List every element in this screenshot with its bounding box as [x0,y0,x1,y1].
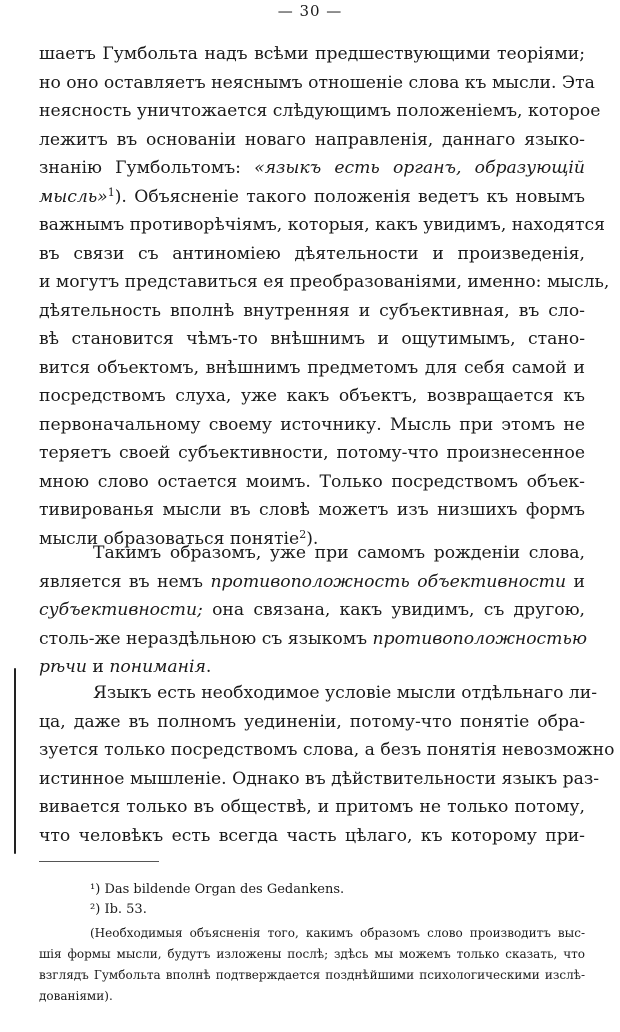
italic-text: субъективности; [39,600,203,620]
text-span: и [92,657,104,677]
text-line: Такимъ образомъ, уже при самомъ рожденіи слова, [93,543,585,563]
text-span: она связана, какъ увидимъ, съ другою, [212,600,585,620]
footnote-1 [90,880,344,900]
footnote-2-marker: ²) [90,902,101,917]
text-line: тивированья мысли въ словѣ можетъ изъ низшихъ формъ [39,500,585,520]
text-line: но оно оставляетъ неяснымъ отношеніе слова къ мысли. Эта [39,72,595,93]
text-line [39,568,585,596]
text-line-with-quote [39,154,585,182]
text-line: ца, даже въ полномъ уединеніи, потому-что понятіе обра- [39,711,585,732]
text-line-last [39,653,585,681]
page-number: — 30 — [277,2,343,20]
text-line: теряетъ своей субъективности, потому-что произнесенное [39,443,585,463]
footnote-note [39,923,585,1007]
text-span: является въ немъ [39,571,203,592]
note-line: дованіями). [39,989,113,1003]
italic-text: пониманія [109,657,206,677]
italic-text: противоположностью [372,628,587,649]
note-line: (Необходимыя объясненія того, какимъ образомъ слово производитъ выс- [90,926,585,940]
text-line [39,596,585,624]
text-span: знанію Гумбольтомъ: [39,158,241,178]
text-line: и могутъ представиться ея преобразованіями, именно: мысль, [39,272,610,292]
text-line: истинное мышленіе. Однако въ дѣйствительности языкъ раз- [39,768,600,789]
footnote-marker: 1 [107,185,115,199]
text-line: вится объектомъ, внѣшнимъ предметомъ для себя самой и [39,357,585,378]
margin-bracket-mark [14,668,16,854]
footnote-2-text: Ib. 53. [104,902,147,917]
text-line: лежитъ въ основаніи новаго направленія, даннаго языко- [39,129,585,150]
footnote-1-text: Das bildende Organ des Gedankens. [104,882,345,897]
text-line: важнымъ противорѣчіямъ, которыя, какъ увидимъ, находятся [39,215,605,235]
text-line: мною слово остается моимъ. Только посредствомъ объек- [39,471,585,492]
text-line: шаетъ Гумбольта надъ всѣми предшествующими теоріями; [39,44,585,64]
text-span: столь-же нераздѣльною съ языкомъ [39,628,368,649]
text-span: Объясненіе такого положенія ведетъ къ новымъ [134,186,585,207]
text-line [39,625,585,653]
note-line: шія формы мысли, будутъ изложены послѣ; здѣсь мы можемъ только сказать, что [39,947,585,961]
text-span: . [205,657,212,677]
text-span: и [573,571,586,592]
note-line: взглядъ Гумбольта вполнѣ подтверждается позднѣйшими психологическими изслѣ- [39,968,585,982]
quote-text: мысль» [39,186,108,207]
text-line: Языкъ есть необходимое условіе мысли отдѣльнаго ли- [93,683,598,703]
text-line: въ связи съ антиноміею дѣятельности и произведенія, [39,243,585,264]
text-span: мысли образоваться понятіе [39,528,300,549]
quote-text: «языкъ есть органъ, образующій [254,158,585,178]
footnote-marker: 2 [299,527,307,541]
text-line: дѣятельность вполнѣ внутренняя и субъективная, въ сло- [39,300,585,321]
text-line: первоначальному своему источнику. Мысль при этомъ не [39,414,585,435]
text-line-last: мысли образоваться понятіе$^2$). [39,527,319,549]
italic-text: рѣчи [39,657,87,677]
text-line: вивается только въ обществѣ, и притомъ не только потому, [39,797,585,817]
italic-text: противоположность объективности [210,571,567,592]
footnote-2 [90,900,147,920]
text-line: посредствомъ слуха, уже какъ объектъ, возвращается къ [39,386,585,406]
footnote-1-marker: ¹) [90,882,101,897]
text-line: вѣ становится чѣмъ-то внѣшнимъ и ощутимымъ, стано- [39,329,585,349]
text-line: что человѣкъ есть всегда часть цѣлаго, къ которому при- [39,825,585,846]
text-line: неясность уничтожается слѣдующимъ положеніемъ, которое [39,101,601,121]
text-line-with-quote: мысль»$^1$). Объясненіе такого положенія ведетъ къ новымъ [39,185,585,207]
text-line: зуется только посредствомъ слова, а безъ понятія невозможно [39,740,615,760]
footnote-rule [39,861,159,862]
